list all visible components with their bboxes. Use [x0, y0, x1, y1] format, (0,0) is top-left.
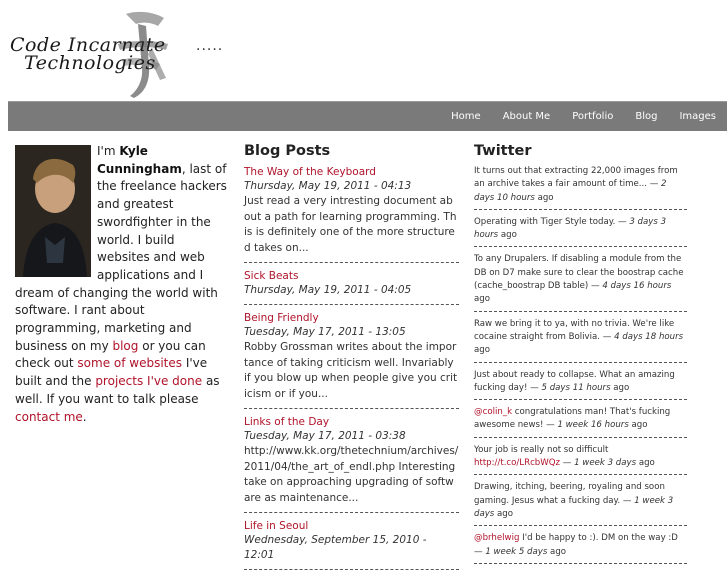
tweet-prefix: Your job is really not so difficult [474, 444, 609, 455]
tweet-text: congratulations man! That's fucking awesome news! — [474, 407, 671, 431]
tweet [474, 318, 687, 363]
header [0, 0, 727, 100]
contact-link[interactable]: contact me [15, 409, 83, 424]
tweet-suffix: ago [474, 345, 490, 356]
tweet-text: Drawing, itching, beering, royaling and soon gaming. Jesus what a fucking day. — [474, 482, 665, 506]
logo-text-line2: Technologies [24, 52, 156, 74]
post-title-link[interactable]: Links of the Day [244, 416, 330, 428]
tweet-ago: 1 week 16 hours [557, 420, 629, 431]
tweet [474, 444, 687, 476]
post-date: Tuesday, May 17, 2011 - 03:38 [244, 430, 406, 442]
post-date: Tuesday, May 17, 2011 - 13:05 [244, 326, 406, 338]
tweet-ago: 2 days 10 hours [474, 179, 667, 203]
blog-post [244, 165, 459, 263]
blog-post [244, 311, 459, 409]
tweet-suffix: ago [534, 192, 554, 203]
nav-item-blog[interactable]: Blog [635, 111, 658, 122]
tweet-suffix: ago [610, 382, 630, 393]
main-nav [8, 101, 727, 131]
tweet-text: Operating with Tiger Style today. — [474, 216, 630, 227]
tweet-mention-link[interactable]: @brhelwig [474, 533, 520, 544]
about-column [15, 143, 230, 426]
about-mid1: or you can check out [15, 338, 206, 371]
blog-post [244, 519, 459, 570]
blog-link[interactable]: blog [112, 338, 139, 353]
about-mid3: as well. If you want to talk please [15, 374, 220, 406]
post-title-link[interactable]: Being Friendly [244, 312, 319, 324]
nav-item-about-me[interactable]: About Me [502, 111, 551, 122]
tweet-mention-link[interactable]: @colin_k [474, 407, 513, 418]
blog-column [244, 143, 459, 576]
tweet-text: To any Drupalers. If disabling a module from the DB on D7 make sure to clear the boostrap cache (cache_boostrap DB table) — [474, 254, 684, 292]
tweet-suffix: ago [636, 458, 655, 469]
post-title-link[interactable]: Life in Seoul [244, 520, 309, 532]
tweet-ago: 4 days 16 hours [602, 281, 672, 292]
post-date: Wednesday, September 15, 2010 - 12:01 [244, 534, 427, 561]
about-intro-prefix: I'm [97, 144, 120, 158]
tweet-text: I'd be happy to :). DM on the way :D — [474, 533, 678, 557]
tweet-suffix: ago [547, 546, 567, 557]
tweet-suffix: ago [498, 230, 517, 241]
tweet-suffix: ago [474, 294, 490, 305]
post-title-link[interactable]: The Way of the Keyboard [244, 166, 376, 178]
about-end: . [82, 409, 87, 424]
tweet [474, 253, 687, 311]
blog-heading: Blog Posts [244, 143, 331, 159]
tweet-text: — [560, 458, 575, 469]
twitter-heading: Twitter [474, 143, 532, 159]
tweet-text: Raw we bring it to ya, with no trivia. We're like cocaine straight from Bolivia. — [474, 318, 675, 342]
post-excerpt: Just read a very intresting document about a path for learning programming. This is definitely one of the more structured takes on... [244, 195, 457, 254]
post-title-link[interactable]: Sick Beats [244, 270, 299, 282]
nav-list [440, 102, 727, 132]
tweet [474, 406, 687, 438]
post-excerpt: http://www.kk.org/thetechnium/archives/2011/04/the_art_of_endl.php Interesting take on approaching upgrading of software as maintenance... [244, 445, 459, 504]
projects-link[interactable]: projects I've done [95, 374, 203, 389]
tweet-ago: 1 week 3 days [574, 458, 637, 469]
avatar-portrait-icon [15, 145, 91, 277]
tweet-ago: 5 days 11 hours [541, 382, 611, 393]
post-date: Thursday, May 19, 2011 - 04:13 [244, 180, 412, 192]
tweet-text: It turns out that extracting 22,000 images from an archive takes a fair amount of time... — [474, 166, 678, 190]
nav-item-home[interactable]: Home [451, 111, 481, 122]
about-intro-rest: , last of the freelance hackers and greatest swordfighter in the world. I build websites and web applications and I dream of changing the world with software. I rant about programming, marketing and business on my [15, 161, 227, 353]
tweet-text: Just about ready to collapse. What an amazing fucking day! — [474, 369, 675, 393]
about-mid2: I've built and the [15, 356, 208, 389]
nav-item-portfolio[interactable]: Portfolio [572, 111, 614, 122]
post-date: Thursday, May 19, 2011 - 04:05 [244, 284, 412, 296]
tweet-ago: 4 days 18 hours [614, 331, 684, 342]
blog-post [244, 269, 459, 305]
tweet-suffix: ago [628, 420, 648, 431]
tweet [474, 369, 687, 401]
avatar [15, 145, 91, 277]
tweet [474, 481, 687, 526]
post-excerpt: Robby Grossman writes about the importance of taking criticism well. Invariably if you blow up when people give you criticism or if you... [244, 341, 458, 400]
tweet-ago: 1 week 5 days [485, 546, 548, 557]
site-logo[interactable] [10, 8, 240, 94]
tweet [474, 165, 687, 210]
twitter-column [474, 143, 687, 570]
blog-post [244, 415, 459, 513]
websites-link[interactable]: some of websites [77, 356, 183, 371]
author-name: Kyle Cunningham [97, 144, 182, 176]
tweet-suffix: ago [494, 508, 514, 519]
logo-dots: ..... [196, 38, 224, 54]
tweet-url-link[interactable]: http://t.co/LRcbWQz [474, 458, 561, 469]
tweet-ago: 1 week 3 days [474, 495, 674, 519]
tweet [474, 216, 687, 248]
nav-item-images[interactable]: Images [679, 111, 716, 122]
tweet-ago: 3 days 3 hours [474, 216, 667, 241]
tweet [474, 532, 687, 564]
logo-text-line1: Code Incarnate [10, 34, 166, 56]
